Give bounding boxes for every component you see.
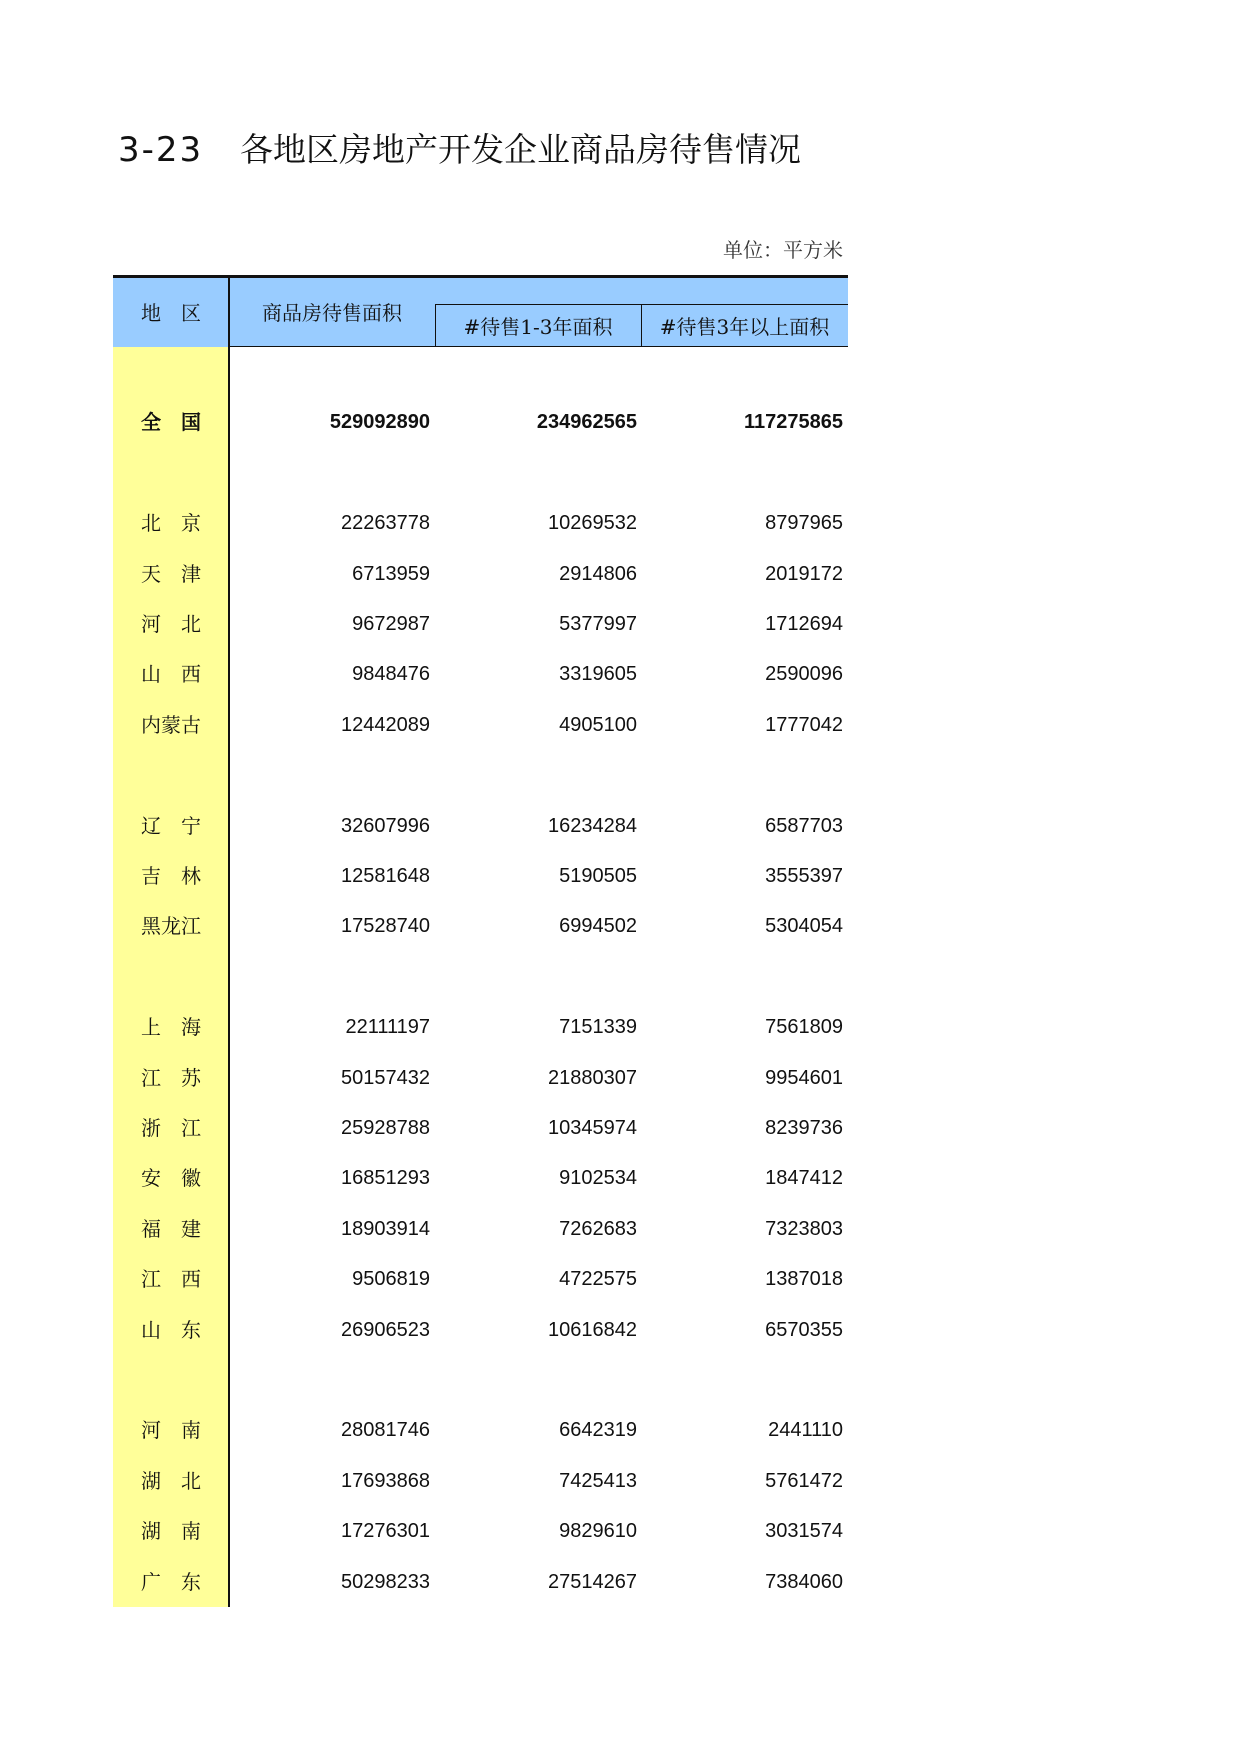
table-row	[113, 1053, 848, 1103]
total-area-cell: 28081746	[341, 1419, 430, 1442]
total-area-cell: 26906523	[341, 1318, 430, 1341]
table-number: 3-23	[118, 130, 204, 170]
area-1-3-years-cell: 10616842	[548, 1318, 637, 1341]
area-over-3-years-cell: 7323803	[765, 1217, 843, 1240]
table-row	[113, 498, 848, 548]
area-over-3-years-cell: 2019172	[765, 562, 843, 585]
area-over-3-years-cell: 7384060	[765, 1570, 843, 1593]
area-1-3-years-cell: 4722575	[559, 1268, 637, 1291]
area-1-3-years-cell: 2914806	[559, 562, 637, 585]
table-row	[113, 1153, 848, 1203]
area-over-3-years-cell: 6587703	[765, 814, 843, 837]
data-table	[113, 275, 848, 1607]
unit-label: 单位：平方米	[723, 238, 843, 262]
area-1-3-years-cell: 4905100	[559, 713, 637, 736]
area-1-3-years-cell: 6642319	[559, 1419, 637, 1442]
total-area-cell: 12581648	[341, 865, 430, 887]
area-over-3-years-cell: 8239736	[765, 1117, 843, 1139]
region-cell: 安 徽	[141, 1166, 201, 1191]
region-cell: 浙 江	[141, 1116, 201, 1140]
header-area-over-3-years: #待售3年以上面积	[659, 315, 830, 339]
total-area-cell: 18903914	[341, 1217, 430, 1240]
area-1-3-years-cell: 10345974	[548, 1117, 637, 1139]
table-row	[113, 700, 848, 750]
table-row	[113, 1204, 848, 1254]
total-area-cell: 17528740	[341, 915, 430, 938]
table-row-national	[113, 397, 848, 447]
area-over-3-years-cell: 5304054	[765, 915, 843, 938]
area-1-3-years-cell: 5377997	[559, 613, 637, 635]
area-over-3-years-cell: 2441110	[768, 1419, 843, 1442]
area-over-3-years-cell: 7561809	[765, 1016, 843, 1039]
header-total-area: 商品房待售面积	[262, 300, 402, 325]
table-row	[113, 549, 848, 599]
page-title: 各地区房地产开发企业商品房待售情况	[240, 130, 801, 169]
total-area-cell: 6713959	[352, 562, 430, 585]
region-cell: 黑龙江	[141, 914, 201, 939]
header-region: 地 区	[141, 300, 201, 325]
area-over-3-years-cell: 6570355	[765, 1318, 843, 1341]
region-cell: 福 建	[141, 1216, 201, 1241]
region-cell: 山 西	[141, 662, 201, 687]
area-over-3-years-cell: 8797965	[765, 512, 843, 535]
total-area-cell: 25928788	[341, 1117, 430, 1139]
region-cell: 上 海	[141, 1015, 201, 1040]
area-1-3-years-cell: 9102534	[559, 1167, 637, 1190]
table-row	[113, 1103, 848, 1153]
total-area-cell: 16851293	[341, 1167, 430, 1190]
area-1-3-years-cell: 3319605	[559, 663, 637, 686]
region-cell: 广 东	[141, 1569, 201, 1594]
table-row	[113, 1254, 848, 1304]
area-over-3-years-cell: 3031574	[765, 1520, 843, 1543]
region-cell: 天 津	[141, 561, 201, 586]
area-over-3-years-cell: 1387018	[765, 1268, 843, 1291]
area-1-3-years-cell: 10269532	[548, 512, 637, 535]
region-cell: 内蒙古	[141, 712, 201, 737]
table-row	[113, 1305, 848, 1355]
total-area-cell: 12442089	[341, 713, 430, 736]
table-row	[113, 599, 848, 649]
region-cell: 辽 宁	[141, 813, 201, 838]
table-row	[113, 1405, 848, 1455]
table-row	[113, 1506, 848, 1556]
total-area-cell: 17276301	[341, 1520, 430, 1543]
region-cell: 吉 林	[141, 864, 201, 888]
total-area-cell: 9848476	[352, 663, 430, 686]
table-row	[113, 901, 848, 951]
table-row	[113, 1002, 848, 1052]
table-row	[113, 649, 848, 699]
area-over-3-years-cell: 3555397	[765, 865, 843, 887]
total-area-cell: 529092890	[329, 411, 430, 434]
area-over-3-years-cell: 1847412	[765, 1167, 843, 1190]
region-cell: 河 北	[141, 612, 201, 636]
total-area-cell: 50157432	[341, 1066, 430, 1089]
header-area-1-3-years: #待售1-3年面积	[463, 315, 613, 339]
total-area-cell: 22263778	[341, 512, 430, 535]
region-cell: 江 西	[141, 1267, 201, 1292]
total-area-cell: 32607996	[341, 814, 430, 837]
table-row	[113, 851, 848, 901]
region-cell: 北 京	[141, 511, 201, 536]
table-row	[113, 801, 848, 851]
total-area-cell: 50298233	[341, 1570, 430, 1593]
area-1-3-years-cell: 5190505	[559, 865, 637, 887]
area-1-3-years-cell: 27514267	[548, 1570, 637, 1593]
region-cell: 江 苏	[141, 1065, 201, 1090]
total-area-cell: 9506819	[352, 1268, 430, 1291]
area-over-3-years-cell: 1777042	[765, 713, 843, 736]
table-row	[113, 1557, 848, 1607]
area-1-3-years-cell: 9829610	[559, 1520, 637, 1543]
area-1-3-years-cell: 21880307	[548, 1066, 637, 1089]
region-cell: 湖 北	[141, 1468, 201, 1493]
area-1-3-years-cell: 7262683	[559, 1217, 637, 1240]
area-over-3-years-cell: 2590096	[765, 663, 843, 686]
area-over-3-years-cell: 117275865	[743, 411, 843, 434]
area-1-3-years-cell: 6994502	[559, 915, 637, 938]
total-area-cell: 9672987	[352, 613, 430, 635]
table-row	[113, 1456, 848, 1506]
region-cell: 全 国	[141, 410, 201, 435]
area-over-3-years-cell: 9954601	[765, 1066, 843, 1089]
area-1-3-years-cell: 16234284	[548, 814, 637, 837]
area-over-3-years-cell: 1712694	[765, 613, 843, 635]
region-cell: 湖 南	[141, 1519, 201, 1544]
area-1-3-years-cell: 7151339	[559, 1016, 637, 1039]
total-area-cell: 17693868	[341, 1469, 430, 1492]
total-area-cell: 22111197	[345, 1016, 430, 1039]
region-cell: 河 南	[141, 1418, 201, 1443]
area-1-3-years-cell: 7425413	[559, 1469, 637, 1492]
area-1-3-years-cell: 234962565	[536, 411, 637, 434]
area-over-3-years-cell: 5761472	[765, 1469, 843, 1492]
region-cell: 山 东	[141, 1317, 201, 1342]
